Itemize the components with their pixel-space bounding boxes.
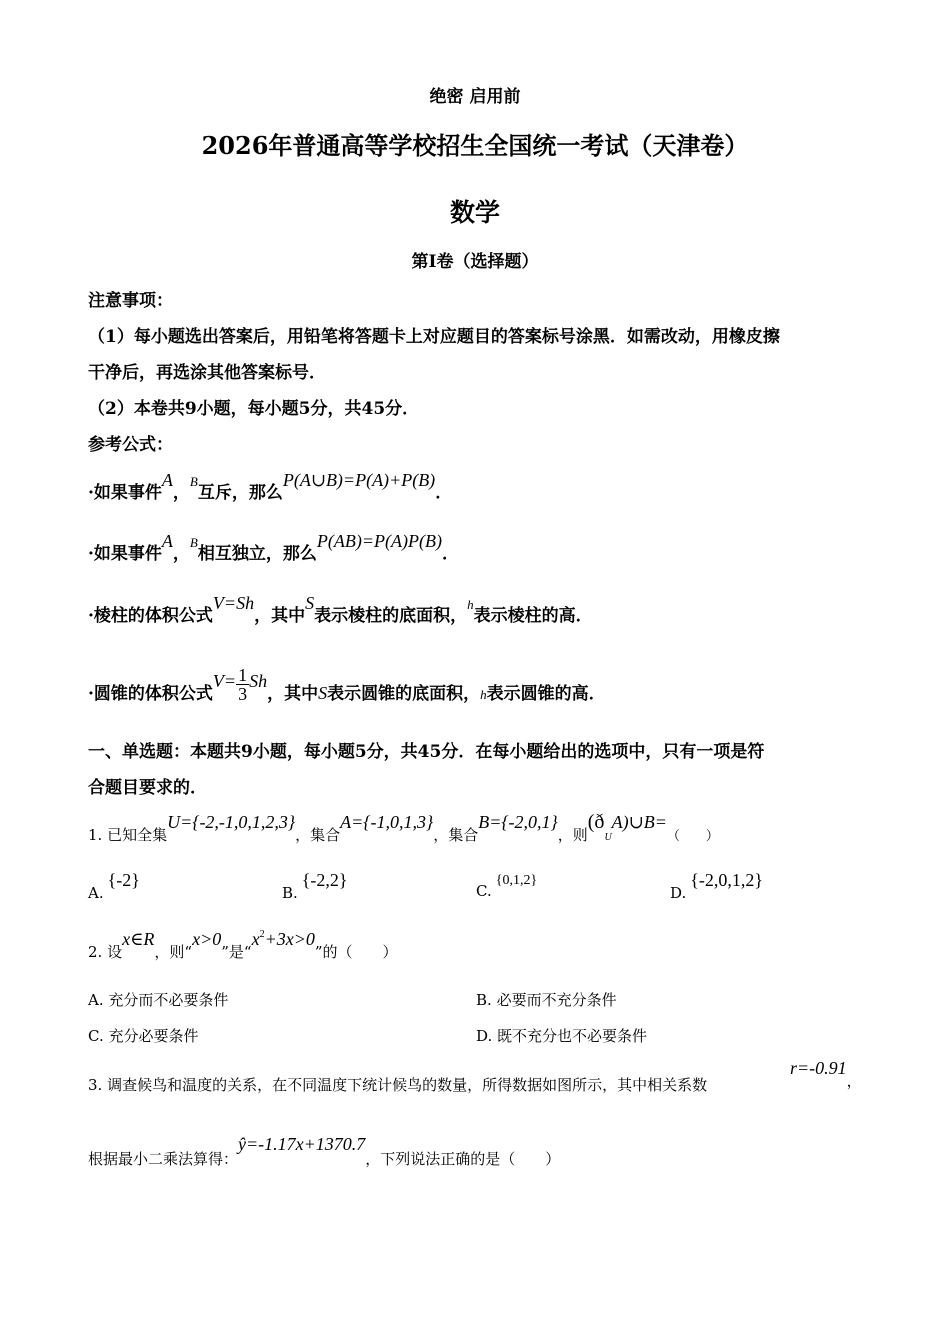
question-text: ”是“	[221, 943, 252, 961]
formula-text: 表示棱柱的高．	[473, 606, 593, 626]
option-letter: A.	[88, 991, 104, 1009]
section-heading-cont: 合题目要求的．	[88, 778, 207, 798]
option-value: {-2,2}	[301, 870, 348, 890]
math-expression: B={-2,0,1}	[478, 812, 558, 832]
formula-text: ·棱柱的体积公式	[88, 606, 213, 626]
formula-mutually-exclusive	[88, 470, 453, 503]
answer-paren: （ ）	[666, 829, 719, 844]
question-2	[88, 929, 398, 962]
math-var: S	[305, 593, 315, 613]
math-expression: V=	[212, 671, 237, 691]
formula-cone-volume	[88, 665, 606, 713]
q3-correlation	[790, 1058, 862, 1090]
formula-text: 表示圆锥的高．	[486, 684, 606, 704]
formula-text: ·如果事件	[88, 544, 162, 564]
q1-option-a[interactable]	[88, 870, 140, 903]
volume-title: 第I卷（选择题）	[411, 252, 539, 272]
fraction-numerator: 1	[238, 665, 248, 685]
option-letter: D.	[476, 1027, 493, 1045]
math-expression: r=-0.91	[790, 1058, 847, 1078]
formula-text: ，	[172, 483, 190, 503]
formula-text: ·圆锥的体积公式	[88, 684, 213, 704]
math-expression: x∈R	[122, 929, 155, 949]
option-value: {-2,0,1,2}	[690, 870, 764, 890]
notes-item-1-cont: 干净后，再选涂其他答案标号．	[88, 363, 326, 383]
math-expression: Sh	[249, 671, 268, 691]
option-letter: C.	[88, 1027, 104, 1045]
math-expression: P(A∪B)=P(A)+P(B)	[282, 470, 436, 490]
math-expression: (ð	[587, 811, 605, 833]
math-var: h	[480, 687, 487, 702]
q1-option-d[interactable]	[670, 870, 764, 903]
formula-text: ，	[172, 544, 190, 564]
math-var: B	[189, 474, 198, 489]
section-heading: 一、单选题：本题共9小题，每小题5分，共45分．在每小题给出的选项中，只有一项是符	[88, 742, 765, 762]
formula-text: ．	[441, 544, 459, 564]
fraction	[236, 666, 249, 703]
math-var: A	[161, 531, 173, 551]
question-text: ，集合	[433, 826, 479, 844]
option-value: 充分必要条件	[108, 1027, 199, 1045]
math-expression: x>0	[192, 929, 222, 949]
q1-option-b[interactable]	[282, 870, 348, 903]
q2-option-d[interactable]	[476, 1025, 647, 1046]
q2-option-b[interactable]	[476, 989, 617, 1010]
math-superscript: 2	[259, 929, 265, 940]
option-letter: C.	[476, 882, 492, 900]
math-var: h	[467, 597, 474, 612]
top-secret-label: 绝密 启用前	[429, 87, 521, 107]
math-expression: ŷ=-1.17x+1370.7	[238, 1134, 366, 1154]
formula-text: ．	[435, 483, 453, 503]
math-expression: x	[251, 929, 260, 949]
math-expression: +3x>0	[264, 929, 315, 949]
q2-option-a[interactable]	[88, 989, 228, 1010]
math-var: S	[318, 683, 328, 703]
question-text: ，集合	[295, 826, 341, 844]
math-var: B	[189, 535, 198, 550]
math-expression: P(AB)=P(A)P(B)	[316, 531, 442, 551]
question-text: 3. 调查候鸟和温度的关系，在不同温度下统计候鸟的数量，所得数据如图所示，其中相关系数	[88, 1076, 708, 1094]
option-value: 既不充分也不必要条件	[497, 1027, 648, 1045]
question-text: 1. 已知全集	[88, 826, 168, 844]
formula-text: ，其中	[254, 606, 306, 626]
formula-independent	[88, 531, 459, 564]
option-letter: D.	[670, 884, 687, 902]
option-letter: B.	[476, 991, 492, 1009]
math-subscript: U	[604, 832, 612, 843]
question-3-line-2	[88, 1134, 561, 1169]
subject-title: 数学	[449, 198, 500, 227]
formula-text: 表示棱柱的底面积，	[314, 606, 468, 626]
question-text: ，则“	[154, 943, 193, 961]
q2-option-c[interactable]	[88, 1025, 199, 1046]
formula-text: ，其中	[267, 684, 319, 704]
math-expression: U={-2,-1,0,1,2,3}	[167, 812, 296, 832]
formula-text: 互斥，那么	[197, 483, 283, 503]
question-text: ，	[846, 1072, 862, 1090]
formulas-heading: 参考公式：	[88, 435, 173, 455]
notes-item-1: （1）每小题选出答案后，用铅笔将答题卡上对应题目的答案标号涂黑．如需改动，用橡皮擦	[88, 327, 780, 347]
formula-text: 表示圆锥的底面积，	[327, 684, 481, 704]
fraction-denominator: 3	[238, 684, 248, 704]
question-text: ，下列说法正确的是（ ）	[365, 1150, 561, 1168]
option-value: 必要而不充分条件	[496, 991, 617, 1009]
question-3-line-1	[88, 1074, 707, 1095]
formula-text: ·如果事件	[88, 483, 162, 503]
option-value: {0,1,2}	[495, 873, 538, 888]
option-letter: B.	[282, 884, 298, 902]
question-text: 根据最小二乘法算得：	[88, 1150, 239, 1168]
question-text: 2. 设	[88, 943, 123, 961]
formula-text: 相互独立，那么	[197, 544, 317, 564]
formula-prism-volume	[88, 593, 593, 626]
option-letter: A.	[88, 884, 104, 902]
math-var: A	[161, 470, 173, 490]
math-expression: A)∪B=	[611, 812, 667, 832]
notes-heading: 注意事项：	[88, 291, 173, 311]
notes-item-2: （2）本卷共9小题，每小题5分，共45分．	[88, 399, 420, 419]
q1-option-c[interactable]	[476, 873, 538, 901]
exam-title: 2026年普通高等学校招生全国统一考试（天津卷）	[201, 131, 749, 160]
question-text: ，则	[557, 826, 588, 844]
math-expression: A={-1,0,1,3}	[340, 812, 434, 832]
option-value: {-2}	[107, 870, 140, 890]
question-text: ”的（ ）	[314, 943, 398, 961]
question-1	[88, 811, 719, 846]
math-expression: V=Sh	[212, 593, 255, 613]
option-value: 充分而不必要条件	[108, 991, 229, 1009]
